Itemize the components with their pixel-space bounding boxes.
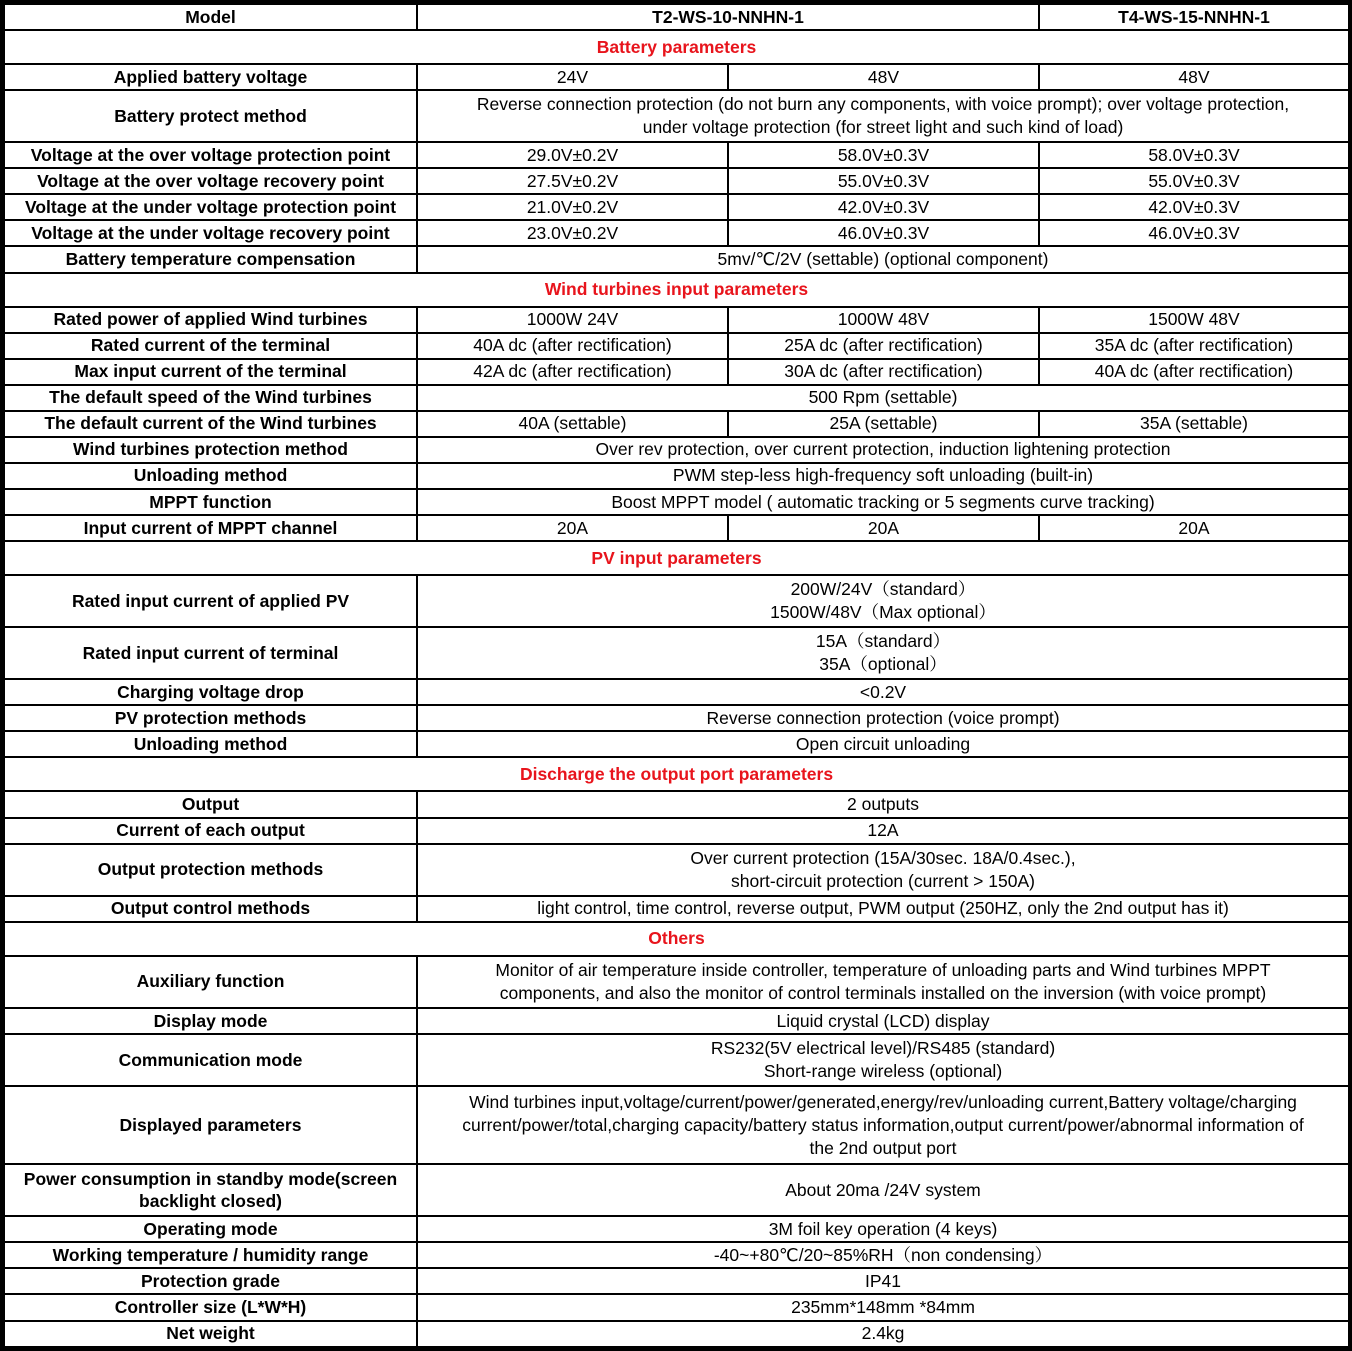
section-row [4,30,1349,64]
row-label: MPPT function [4,489,417,515]
value-line: Wind turbines input,voltage/current/power/generated,energy/rev/unloading current,Battery voltage/charging [469,1092,1297,1112]
section-pv: PV input parameters [4,541,1349,575]
cell-value: 42.0V±0.3V [728,194,1039,220]
row-label: Communication mode [4,1034,417,1086]
cell-value [417,1034,1349,1086]
cell-value: 58.0V±0.3V [1039,142,1349,168]
cell-value: 1500W 48V [1039,307,1349,333]
table-row [4,194,1349,220]
cell-value: 20A [728,515,1039,541]
table-row [4,1216,1349,1242]
table-row [4,411,1349,437]
cell-value: 1000W 48V [728,307,1039,333]
cell-value: 12A [417,818,1349,844]
cell-value: 20A [417,515,728,541]
cell-value: About 20ma /24V system [417,1164,1349,1216]
table-row [4,818,1349,844]
cell-value: 48V [1039,64,1349,90]
table-row [4,168,1349,194]
row-label: Charging voltage drop [4,679,417,705]
row-label: Net weight [4,1321,417,1347]
cell-value: 46.0V±0.3V [1039,220,1349,246]
model-2: T4-WS-15-NNHN-1 [1039,4,1349,30]
table-row [4,1086,1349,1164]
table-row [4,1294,1349,1320]
cell-value: 3M foil key operation (4 keys) [417,1216,1349,1242]
cell-value: 40A (settable) [417,411,728,437]
table-row [4,220,1349,246]
row-label: Protection grade [4,1268,417,1294]
cell-value: 48V [728,64,1039,90]
cell-value: 235mm*148mm *84mm [417,1294,1349,1320]
row-label: Output control methods [4,896,417,922]
table-row [4,90,1349,142]
cell-value: 1000W 24V [417,307,728,333]
value-line: the 2nd output port [809,1137,957,1158]
cell-value: Boost MPPT model ( automatic tracking or 5 segments curve tracking) [417,489,1349,515]
cell-value: 27.5V±0.2V [417,168,728,194]
value-line: Monitor of air temperature inside controller, temperature of unloading parts and Wind turbines MPPT [495,960,1271,981]
row-label: The default speed of the Wind turbines [4,385,417,411]
label-line: backlight closed) [139,1191,282,1212]
section-row [4,541,1349,575]
value-line: RS232(5V electrical level)/RS485 (standard) [710,1038,1056,1059]
cell-value: 2.4kg [417,1321,1349,1347]
row-label: Displayed parameters [4,1086,417,1164]
model-1: T2-WS-10-NNHN-1 [417,4,1039,30]
cell-value: 46.0V±0.3V [728,220,1039,246]
cell-value: 42A dc (after rectification) [417,359,728,385]
table-row [4,627,1349,679]
table-row [4,956,1349,1008]
row-label: Display mode [4,1008,417,1034]
cell-value: 25A (settable) [728,411,1039,437]
cell-value [417,627,1349,679]
cell-value: 42.0V±0.3V [1039,194,1349,220]
cell-value: 2 outputs [417,791,1349,817]
cell-value [417,90,1349,142]
cell-value: 5mv/℃/2V (settable) (optional component) [417,246,1349,272]
table-row [4,1242,1349,1268]
table-row [4,1164,1349,1216]
cell-value: 30A dc (after rectification) [728,359,1039,385]
cell-value: 55.0V±0.3V [728,168,1039,194]
cell-value: 40A dc (after rectification) [1039,359,1349,385]
cell-value: 500 Rpm (settable) [417,385,1349,411]
cell-value: 55.0V±0.3V [1039,168,1349,194]
section-row [4,757,1349,791]
table-row [4,64,1349,90]
cell-value: 21.0V±0.2V [417,194,728,220]
cell-value: PWM step-less high-frequency soft unloading (built-in) [417,463,1349,489]
row-label: Voltage at the over voltage protection point [4,142,417,168]
cell-value: Over rev protection, over current protection, induction lightening protection [417,437,1349,463]
table-row [4,307,1349,333]
table-row [4,705,1349,731]
row-label: Controller size (L*W*H) [4,1294,417,1320]
row-label: Max input current of the terminal [4,359,417,385]
cell-value: Open circuit unloading [417,731,1349,757]
row-label: Rated input current of applied PV [4,575,417,627]
cell-value: 24V [417,64,728,90]
row-label: Applied battery voltage [4,64,417,90]
row-label: Input current of MPPT channel [4,515,417,541]
table-row [4,791,1349,817]
row-label [4,1164,417,1216]
table-row [4,333,1349,359]
row-label: PV protection methods [4,705,417,731]
table-row [4,575,1349,627]
table-row [4,679,1349,705]
table-row [4,1034,1349,1086]
cell-value: 25A dc (after rectification) [728,333,1039,359]
cell-value: 58.0V±0.3V [728,142,1039,168]
label-line: Power consumption in standby mode(screen [23,1168,398,1189]
table-header-row [4,4,1349,30]
row-label: Current of each output [4,818,417,844]
row-label: Output protection methods [4,844,417,896]
table-row [4,489,1349,515]
cell-value: Liquid crystal (LCD) display [417,1008,1349,1034]
cell-value: light control, time control, reverse output, PWM output (250HZ, only the 2nd output has it) [417,896,1349,922]
row-label: Unloading method [4,463,417,489]
spec-table [3,3,1350,1348]
section-row [4,922,1349,956]
cell-value: IP41 [417,1268,1349,1294]
cell-value [417,575,1349,627]
table-row [4,896,1349,922]
value-line: Short-range wireless (optional) [763,1060,1003,1081]
cell-value [417,956,1349,1008]
table-row [4,246,1349,272]
value-line: components, and also the monitor of control terminals installed on the inversion (with voice prompt) [499,982,1267,1003]
cell-value: -40~+80℃/20~85%RH（non condensing） [417,1242,1349,1268]
table-row [4,1268,1349,1294]
cell-value: 35A dc (after rectification) [1039,333,1349,359]
row-label: Rated current of the terminal [4,333,417,359]
cell-value [417,1086,1349,1164]
cell-value: <0.2V [417,679,1349,705]
row-label: Wind turbines protection method [4,437,417,463]
cell-value [417,844,1349,896]
row-label: Battery temperature compensation [4,246,417,272]
row-label: Operating mode [4,1216,417,1242]
table-row [4,142,1349,168]
cell-value: 20A [1039,515,1349,541]
row-label: Unloading method [4,731,417,757]
row-label: Auxiliary function [4,956,417,1008]
row-label: Rated input current of terminal [4,627,417,679]
cell-value: 35A (settable) [1039,411,1349,437]
value-line: 15A（standard） [815,631,951,652]
section-battery: Battery parameters [4,30,1349,64]
cell-value: 40A dc (after rectification) [417,333,728,359]
cell-value: 23.0V±0.2V [417,220,728,246]
value-line: current/power/total,charging capacity/battery status information,output current/power/abnormal information of [462,1114,1304,1135]
table-row [4,844,1349,896]
value-line: Reverse connection protection (do not burn any components, with voice prompt); over voltage protection, [476,94,1290,115]
row-label: Voltage at the under voltage protection point [4,194,417,220]
section-row [4,273,1349,307]
row-label: Battery protect method [4,90,417,142]
table-row [4,515,1349,541]
table-row [4,731,1349,757]
table-row [4,1008,1349,1034]
row-label: Voltage at the over voltage recovery point [4,168,417,194]
cell-value: Reverse connection protection (voice prompt) [417,705,1349,731]
cell-value: 29.0V±0.2V [417,142,728,168]
section-wind: Wind turbines input parameters [4,273,1349,307]
row-label: The default current of the Wind turbines [4,411,417,437]
row-label: Voltage at the under voltage recovery point [4,220,417,246]
table-row [4,437,1349,463]
value-line: short-circuit protection (current > 150A) [731,870,1035,891]
row-label: Working temperature / humidity range [4,1242,417,1268]
section-others: Others [4,922,1349,956]
table-row [4,385,1349,411]
section-discharge: Discharge the output port parameters [4,757,1349,791]
table-row [4,359,1349,385]
value-line: 200W/24V（standard） [790,579,976,600]
value-line: 35A（optional） [819,654,947,675]
row-label: Rated power of applied Wind turbines [4,307,417,333]
value-line: under voltage protection (for street light and such kind of load) [642,117,1124,138]
value-line: Over current protection (15A/30sec. 18A/0.4sec.), [690,847,1076,868]
table-row [4,463,1349,489]
value-line: 1500W/48V（Max optional） [770,602,996,623]
table-row [4,1321,1349,1347]
row-label: Output [4,791,417,817]
model-label: Model [4,4,417,30]
